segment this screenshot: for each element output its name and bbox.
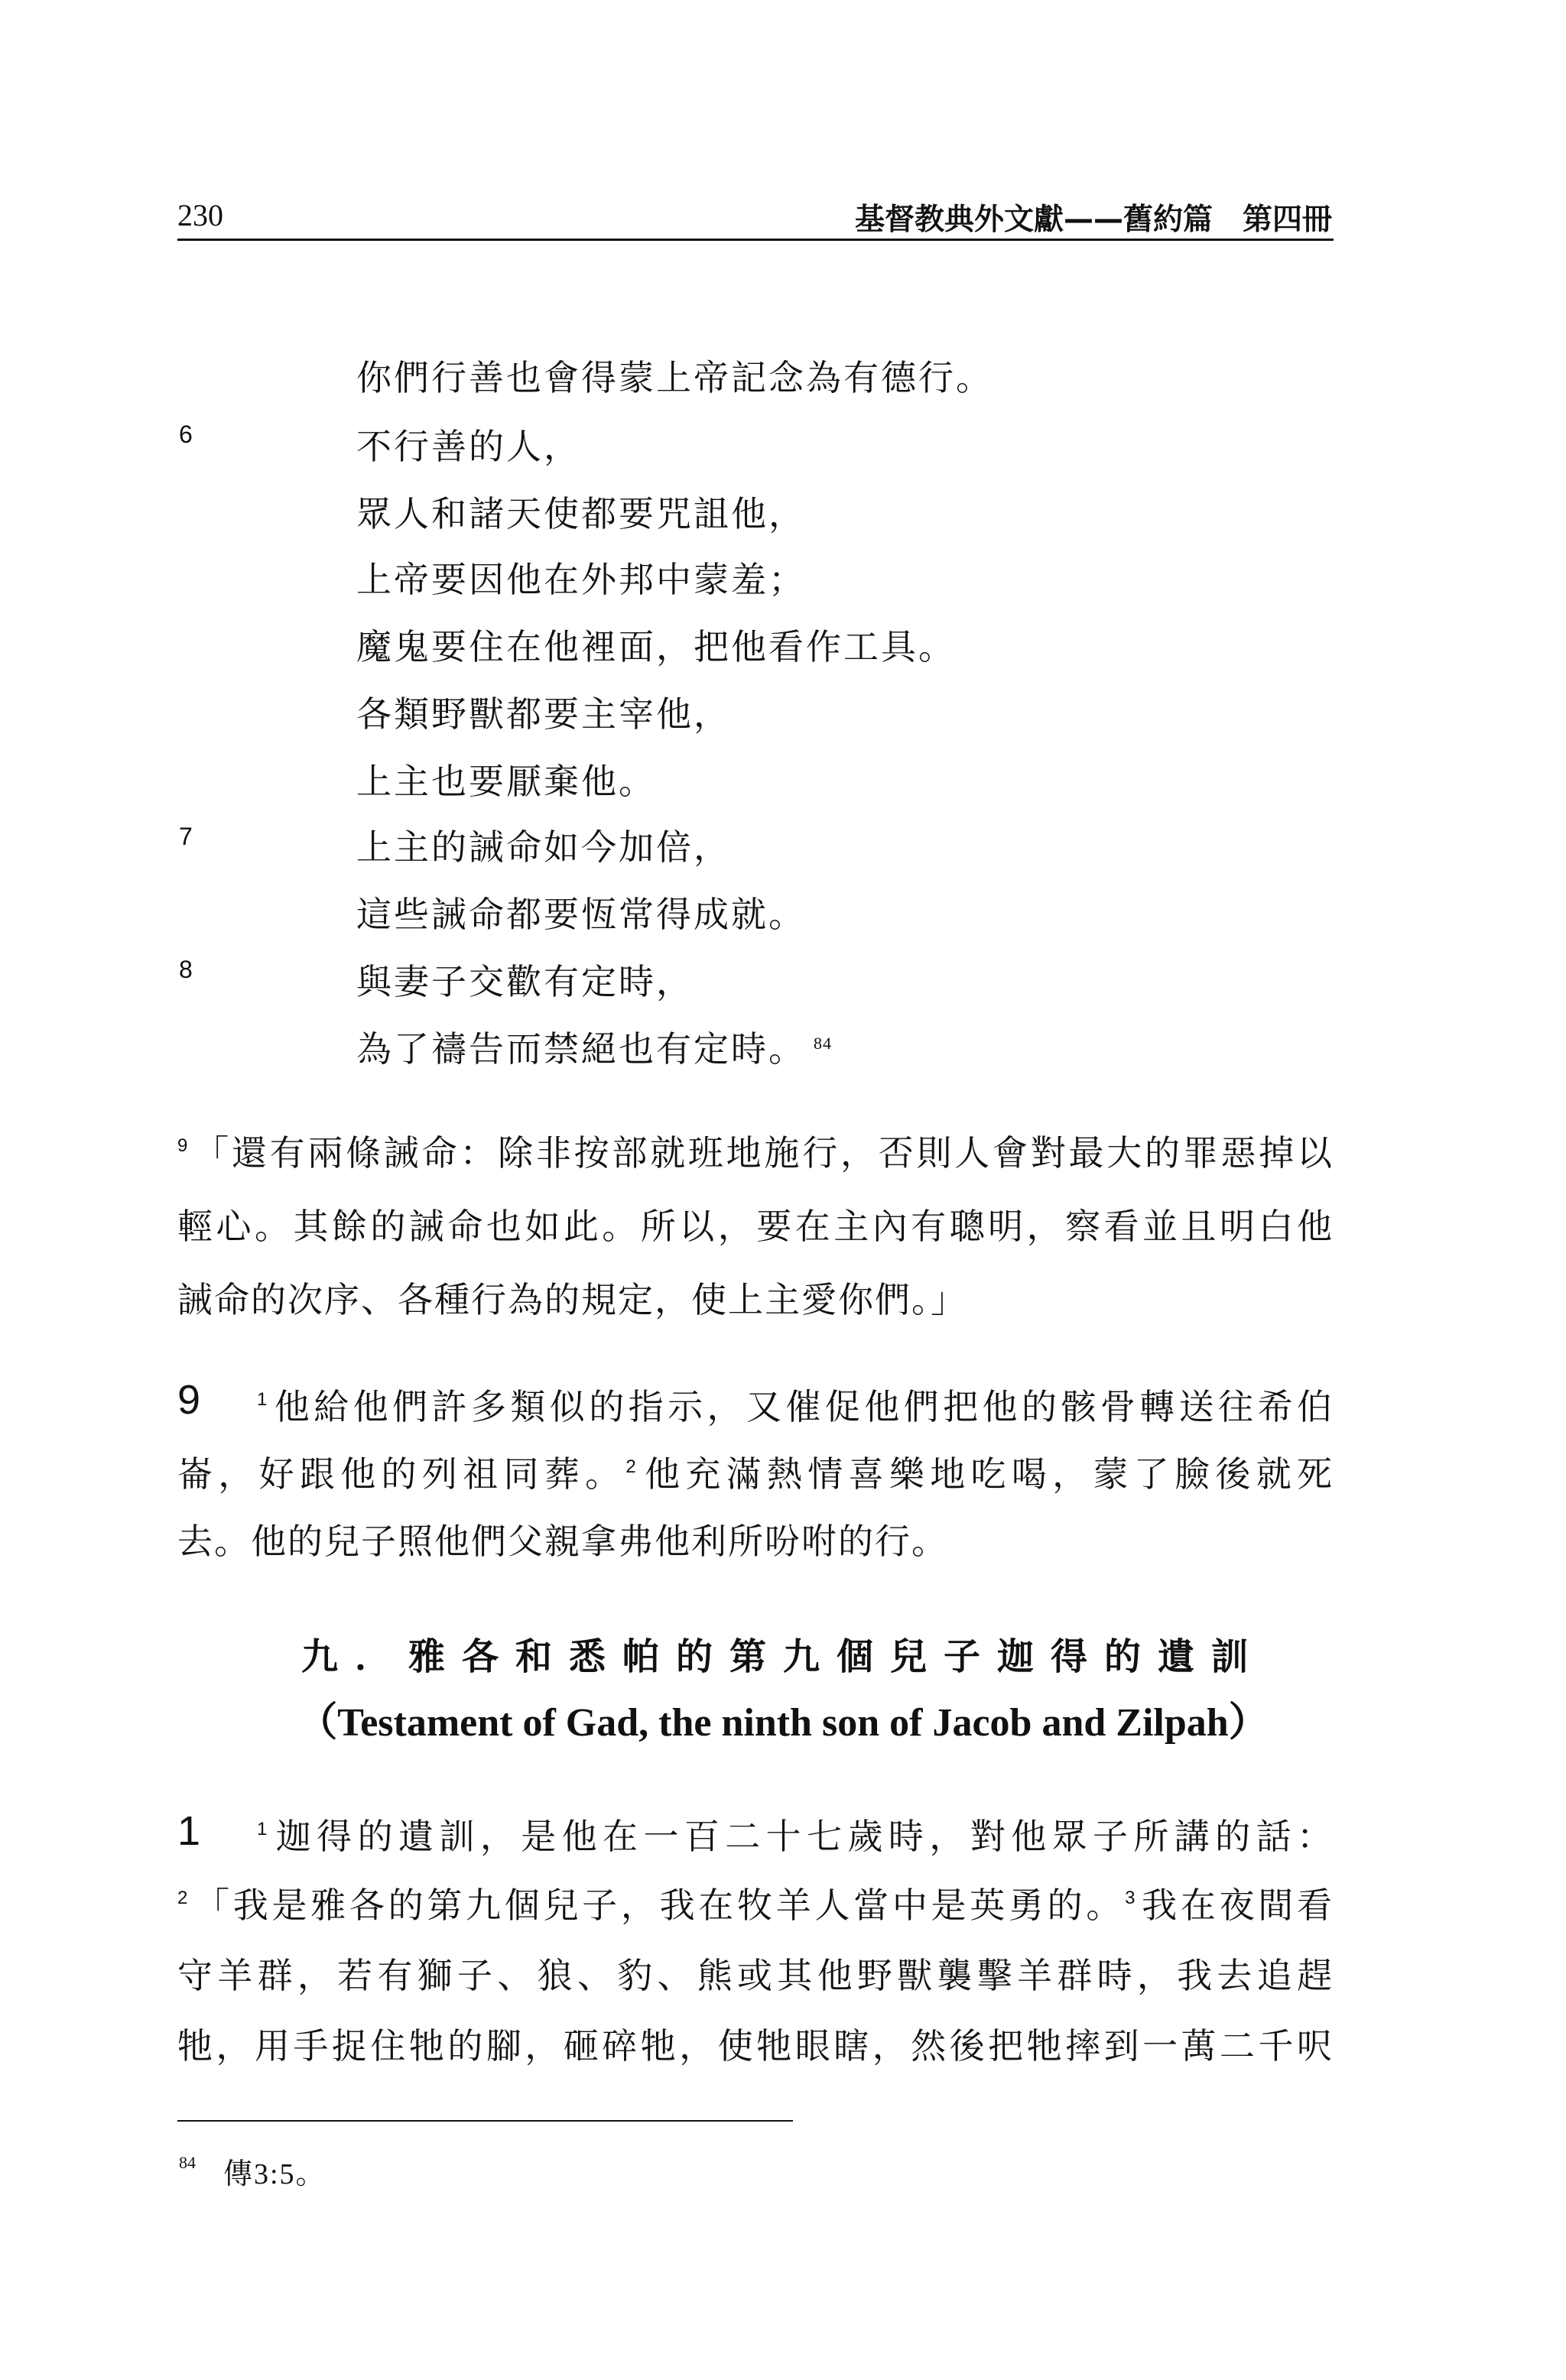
ch1-verse-2: 2 bbox=[177, 1888, 188, 1908]
poem-line-6: 各類野獸都要主宰他， bbox=[356, 693, 731, 735]
ch1-line-4: 牠，用手捉住牠的腳，砸碎牠，使牠眼瞎，然後把牠摔到一萬二千呎 bbox=[177, 2025, 1334, 2067]
poem-line-10: 與妻子交歡有定時， bbox=[356, 961, 694, 1002]
ch1-line-2b: 我在夜間看 bbox=[1139, 1885, 1334, 1926]
ch9-line-1-text: 他給他們許多類似的指示，又催促他們把他的骸骨轉送往希伯 bbox=[271, 1386, 1334, 1427]
header-rule bbox=[177, 239, 1334, 241]
poem-line-9: 這些誡命都要恆常得成就。 bbox=[356, 894, 806, 935]
ch9-line-3: 去。他的兒子照他們父親拿弗他利所吩咐的行。 bbox=[177, 1521, 948, 1562]
footnote-reference: 84 bbox=[814, 1034, 832, 1053]
chapter-number-1: 1 bbox=[177, 1808, 201, 1854]
poem-line-5: 魔鬼要住在他裡面，把他看作工具。 bbox=[356, 626, 956, 667]
ch9-verse-2: 2 bbox=[625, 1456, 636, 1477]
ch9-line-2a: 崙，好跟他的列祖同葬。 bbox=[177, 1453, 626, 1495]
poem-line-7: 上主也要厭棄他。 bbox=[356, 761, 656, 802]
para9-line-1-text: 「還有兩條誡命：除非按部就班地施行，否則人會對最大的罪惡掉以 bbox=[192, 1132, 1334, 1174]
running-title: 基督教典外文獻——舊約篇 第四冊 bbox=[854, 203, 1332, 237]
para9-line-3: 誡命的次序、各種行為的規定，使上主愛你們。」 bbox=[177, 1279, 967, 1320]
footnote-rule bbox=[177, 2120, 793, 2122]
para9-line-2: 輕心。其餘的誡命也如此。所以，要在主內有聰明，察看並且明白他 bbox=[177, 1206, 1334, 1247]
verse-number-8: 8 bbox=[179, 956, 193, 983]
poem-line-8: 上主的誡命如今加倍， bbox=[356, 826, 731, 868]
ch1-line-1-text: 迦得的遺訓，是他在一百二十七歲時，對他眾子所講的話： bbox=[271, 1816, 1334, 1857]
poem-line-2: 不行善的人， bbox=[356, 426, 581, 467]
ch1-verse-3: 3 bbox=[1125, 1888, 1136, 1908]
ch1-verse-1: 1 bbox=[257, 1819, 268, 1839]
poem-line-1: 你們行善也會得蒙上帝記念為有德行。 bbox=[356, 357, 993, 398]
chapter-number-9: 9 bbox=[177, 1377, 201, 1423]
ch1-line-1 bbox=[257, 1809, 1334, 1859]
ch9-line-2 bbox=[177, 1447, 1334, 1497]
poem-line-11 bbox=[356, 1021, 832, 1072]
ch9-verse-1: 1 bbox=[257, 1389, 268, 1410]
verse-number-6: 6 bbox=[179, 420, 193, 448]
para9-line-1 bbox=[177, 1125, 1334, 1176]
ch1-line-2a: 「我是雅各的第九個兒子，我在牧羊人當中是英勇的。 bbox=[192, 1885, 1126, 1926]
ch9-line-2b: 他充滿熱情喜樂地吃喝，蒙了臉後就死 bbox=[640, 1453, 1334, 1495]
poem-line-4: 上帝要因他在外邦中蒙羞； bbox=[356, 559, 806, 600]
footnote-text: 傳3:5。 bbox=[223, 2158, 327, 2190]
page-number: 230 bbox=[177, 198, 223, 232]
footnote-mark: 84 bbox=[179, 2153, 196, 2172]
ch1-line-2 bbox=[177, 1878, 1334, 1928]
section-title-english: （Testament of Gad, the ninth son of Jacob and Zilpah） bbox=[297, 1701, 1269, 1745]
poem-line-3: 眾人和諸天使都要咒詛他， bbox=[356, 493, 806, 534]
verse-number-9: 9 bbox=[177, 1135, 188, 1156]
ch1-line-3: 守羊群，若有獅子、狼、豹、熊或其他野獸襲擊羊群時，我去追趕 bbox=[177, 1955, 1334, 1996]
section-title-chinese: 九．雅各和悉帕的第九個兒子迦得的遺訓 bbox=[301, 1635, 1265, 1678]
poem-line-11-text: 為了禱告而禁絕也有定時。 bbox=[356, 1028, 806, 1070]
verse-number-7: 7 bbox=[179, 823, 193, 850]
ch9-line-1 bbox=[257, 1379, 1334, 1430]
